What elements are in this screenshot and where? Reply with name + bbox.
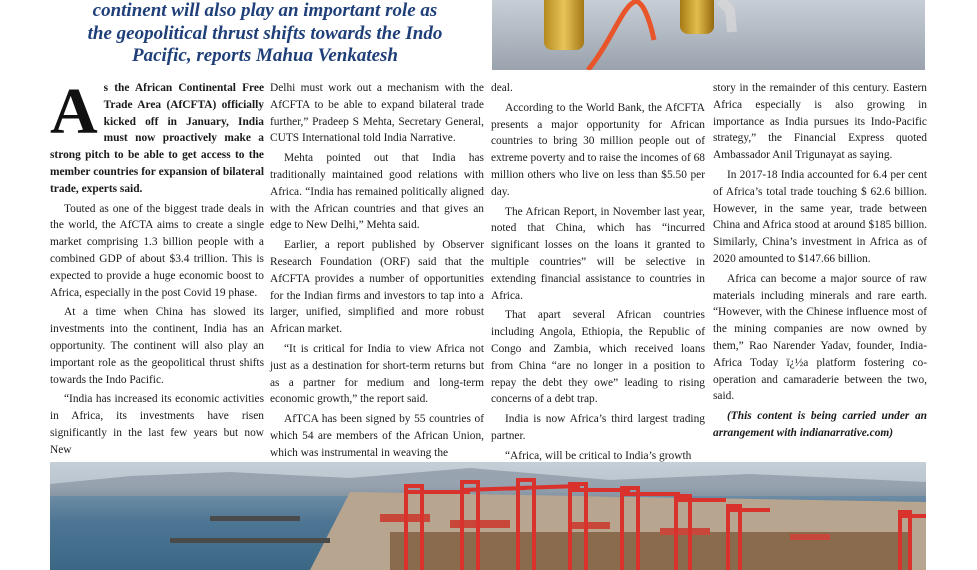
article-paragraph: That apart several African countries including Angola, Ethiopia, the Republic of Congo and Zambia, which received loans from China “are no longer in a position to repay the debt they owe” leading to rising concerns of a debt trap. — [491, 309, 705, 406]
top-photo — [492, 0, 925, 70]
article-column-3 — [491, 80, 705, 468]
article-paragraph: “India has increased its economic activities in Africa, its investments have risen significantly in the last few years but now New — [50, 393, 264, 456]
article-paragraph: “Africa, will be critical to India’s growth — [505, 449, 692, 462]
lede-text: s the African Continental Free Trade Area (AfCFTA) officially kicked off in January, India must now proactively make a strong pitch to be able to get access to the member countries for expansion of bilateral trade, experts said. — [50, 82, 264, 195]
article-paragraph: deal. — [491, 82, 513, 94]
article-column-1 — [50, 75, 264, 462]
article-paragraph: India is now Africa’s third largest trading partner. — [491, 413, 705, 442]
deck-line: continent will also play an important role as — [92, 0, 438, 21]
article-paragraph: At a time when China has slowed its investments into the continent, India has an opportunity. The continent will also play an important role as the geopolitical thrust shifts towards the Indo Pacific. — [50, 306, 264, 386]
article-paragraph: “It is critical for India to view Africa not just as a destination for short-term returns but as a partner for medium and long-term economic growth,” the report said. — [270, 342, 484, 406]
article-paragraph: story in the remainder of this century. Eastern Africa especially is also growing in importance as India pursues its Indo-Pacific strategy,” the Financial Express quoted Ambassador Anil Trigunayat as saying. — [713, 82, 927, 162]
content-credit: (This content is being carried under an arrangement with indianarrative.com) — [713, 410, 927, 439]
port-cranes-illustration — [50, 462, 926, 570]
article-paragraph: The African Report, in November last year, noted that China, which has “incurred significant losses on the loans it granted to multiple countries” will be selective in extending financial assistance to countries in Africa. — [491, 205, 705, 302]
article-paragraph: Earlier, a report published by Observer Research Foundation (ORF) said that the AfCFTA provides a number of opportunities for the Indian firms and investors to tap into a larger, unified, simplified and more robust African market. — [270, 239, 484, 336]
growth-arrow-icon — [492, 0, 925, 70]
deck-line: Pacific, reports Mahua Venkatesh — [131, 45, 399, 66]
article-paragraph: Touted as one of the biggest trade deals in the world, the AfCTA aims to create a single market comprising 1.3 billion people with a combined GDP of about $3.4 trillion. This is expected to provide a huge economic boost to Africa, especially in the post Covid 19 phase. — [50, 202, 264, 299]
article-deck — [50, 0, 480, 68]
deck-line: the geopolitical thrust shifts towards the Indo — [87, 22, 443, 44]
article-lede — [50, 75, 264, 198]
article-paragraph: AfTCA has been signed by 55 countries of which 54 are members of the African Union, which was instrumental in weaving the — [270, 413, 484, 459]
article-paragraph: According to the World Bank, the AfCFTA presents a major opportunity for African countries to bring 30 million people out of extreme poverty and to raise the incomes of 68 million others who live on less than $5.50 per day. — [491, 101, 705, 198]
article-paragraph: Delhi must work out a mechanism with the AfCFTA to be able to expand bilateral trade further,” Pradeep S Mehta, Secretary General, CUTS International told India Narrative. — [270, 82, 484, 145]
article-paragraph: Mehta pointed out that India has traditionally maintained good relations with Africa. “India has remained politically aligned with the African countries and that gives an edge to New Delhi,” Mehta said. — [270, 152, 484, 232]
article-paragraph: Africa can become a major source of raw materials including minerals and rare earth. “However, with the Chinese influence most of the mining companies are now owned by them,” Rao Narender Yadav, founder, India-Africa Today ï¿½a platform fostering co-operation and camaraderie between the two, said. — [713, 272, 927, 403]
article-body — [50, 75, 928, 462]
article-column-2 — [270, 80, 484, 465]
article-column-4 — [713, 80, 927, 445]
bottom-photo — [50, 462, 926, 570]
drop-cap: A — [50, 75, 98, 148]
article-paragraph: In 2017-18 India accounted for 6.4 per cent of Africa’s total trade touching $ 62.6 billion. However, in the same year, trade between China and Africa stood at around $185 billion. Similarly, China’s investment in Africa as of 2020 amounted to $147.66 billion. — [713, 168, 927, 265]
